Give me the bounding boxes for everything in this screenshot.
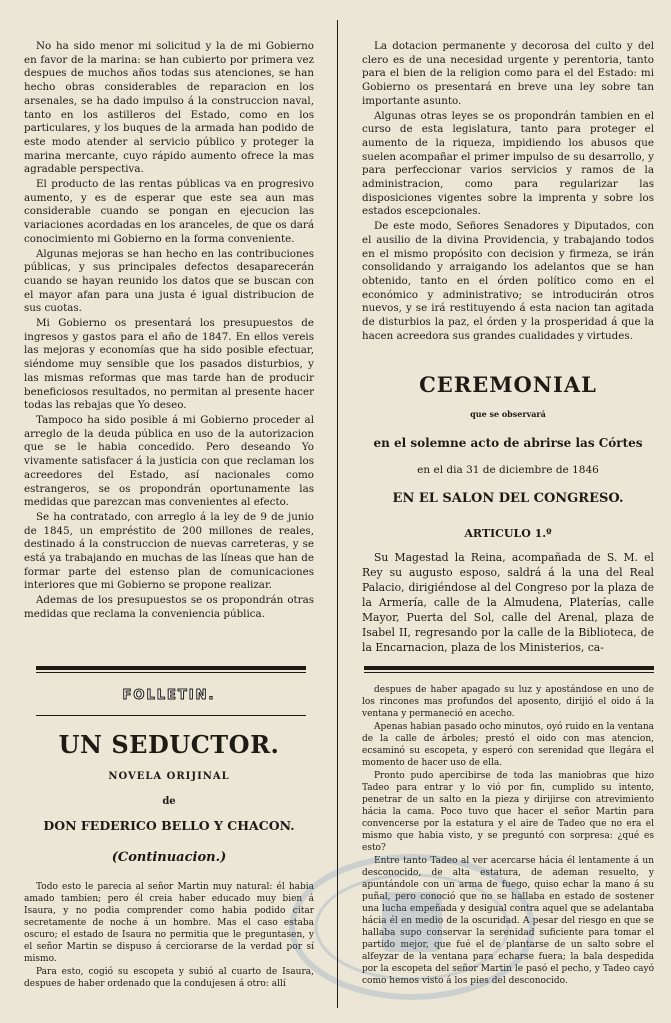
divider-rule	[36, 715, 306, 716]
paragraph: Ademas de los presupuestos se os propondrán otras medidas que reclama la conveniencia pública.	[24, 594, 314, 620]
paragraph: El producto de las rentas públicas va en progresivo aumento, y es de esperar que este sea aun mas considerable cuando se pongan en ejecucion las variaciones acordadas en los aranceles, de que os dará conocimiento mi Gobierno en la forma conveniente.	[24, 178, 314, 245]
ceremonial-body	[362, 550, 654, 656]
paragraph: Se ha contratado, con arreglo á la ley de 9 de junio de 1845, un empréstito de 200 millones de reales, destinado á la construccion de nuevas carreteras, y se está ya trabajando en muchas de las líneas que han de formar parte del estenso plan de comunicaciones interiores que mi Gobierno se propone realizar.	[24, 510, 314, 592]
ceremonial-subtitle: en el solemne acto de abrirse las Córtes	[373, 436, 643, 450]
continuation-label: (Continuacion.)	[111, 850, 227, 865]
right-column-text	[362, 40, 654, 344]
left-column-text	[24, 40, 314, 623]
divider-rule	[36, 666, 306, 670]
paragraph: Algunas mejoras se han hecho en las contribuciones públicas, y sus principales defectos desaparecerán cuando se hayan reunido los datos que se buscan con el mayor afan para una justa é igual distribucion de sus cuotas.	[24, 247, 314, 315]
paragraph: De este modo, Señores Senadores y Diputados, con el ausilio de la divina Providencia, y trabajando todos en el mismo propósito con decision y firmeza, se irán consolidando y arraigando los adelantos que se han obtenido, tanto en el órden político como en el económico y administrativo; se introducirán otros nuevos, y se irá restituyendo á esta nacion tan agitada de disturbios la paz, el órden y la prosperidad á que la hacen acreedora sus grandes cualidades y virtudes.	[362, 220, 654, 342]
novel-subtitle: NOVELA ORIJINAL	[108, 771, 230, 782]
divider-rule	[364, 666, 654, 670]
paragraph: No ha sido menor mi solicitud y la de mi Gobierno en favor de la marina: se han cubierto por primera vez despues de muchos años todas sus atenciones, se han hecho obras considerables de reparacion en los arsenales, se ha dado impulso á la construccion naval, tanto en los astilleros del Estado, como en los particulares, y los buques de la armada han podido de este modo atender al servicio público y proteger la marina mercante, cuyo rápido aumento ofrece la mas agradable perspectiva.	[24, 40, 314, 176]
paragraph: Su Magestad la Reina, acompañada de S. M. el Rey su augusto esposo, saldrá á la una del Real Palacio, dirigiéndose al del Congreso por la plaza de la Armería, calle de la Almudena, Platerías, calle Mayor, Puerta del Sol, calle del Arenal, plaza de Isabel II, regresando por la calle de la Biblioteca, de la Encarnacion, plaza de los Ministerios, ca-	[362, 551, 654, 654]
paragraph: despues de haber apagado su luz y apostándose en uno de los rincones mas profundos del aposento, dirijió el oido á la ventana y permaneció en acecho.	[362, 685, 654, 719]
paragraph: Pronto pudo apercibirse de toda las maniobras que hizo Tadeo para entrar y lo vió por fin, cumplido su intento, penetrar de un salto en la pieza y dirijirse con atrevimiento hácia la cama. Poco tuvo que hacer el señor Martin para convencerse por la estatura y el aire de Tadeo que no era el mismo que habia visto, y se preguntó con sorpresa: ¿qué es esto?	[362, 771, 654, 853]
ceremonial-date: en el dia 31 de diciembre de 1846	[417, 464, 599, 476]
paragraph: La dotacion permanente y decorosa del culto y del clero es de una necesidad urgente y perentoria, tanto para el bien de la religion como para el del Estado: mi Gobierno os presentará en breve una ley sobre tan importante asunto.	[362, 40, 654, 107]
novel-text-right	[362, 684, 654, 988]
paragraph: Algunas otras leyes se os propondrán tambien en el curso de esta legislatura, tanto para proteger el aumento de la riqueza, impidiendo los abusos que suelen acompañar el primer impulso de su desarrollo, y para perfeccionar varios servicios y ramos de la administracion, como para regularizar las disposiciones vigentes sobre la imprenta y sobre los estados escepcionales.	[362, 109, 654, 218]
ceremonial-subtitle: que se observará	[470, 409, 546, 419]
divider-rule	[36, 672, 306, 673]
column-divider	[337, 20, 338, 1008]
paragraph: Apenas habian pasado ocho minutos, oyó ruido en la ventana de la calle de árboles; prestó el oido con mas atencion, ecsaminó su escopeta, y esperó con serenidad que llegára el momento de hacer uso de ella.	[362, 722, 654, 768]
novel-text-left	[24, 881, 314, 991]
paragraph: Tampoco ha sido posible á mi Gobierno proceder al arreglo de la deuda pública en uso de la autorizacion que se le habia concedido. Pero deseando Yo vivamente satisfacer á la justicia con que reclaman los acreedores del Estado, así nacionales como estrangeros, se os propondrán oportunamente las medidas que parezcan mas convenientes al efecto.	[24, 413, 314, 509]
paragraph: Para esto, cogió su escopeta y subió al cuarto de Isaura, despues de haber ordenado que la condujesen á otro: allí	[24, 967, 314, 989]
novel-author: DON FEDERICO BELLO Y CHACON.	[43, 818, 295, 833]
article-heading: ARTICULO 1.º	[464, 527, 552, 540]
folletin-heading: FOLLETIN.	[122, 688, 216, 703]
paragraph: Mi Gobierno os presentará los presupuestos de ingresos y gastos para el año de 1847. En ellos vereis las mejoras y economías que ha sido posible efectuar, siéndome muy sensible que los pasados disturbios, y las mismas reformas que mas tarde han de producir beneficiosos resultados, no permitan al presente hacer todas las rebajas que Yo deseo.	[24, 317, 314, 412]
ceremonial-title: CEREMONIAL	[419, 372, 597, 397]
novel-title: UN SEDUCTOR.	[58, 730, 280, 759]
divider-rule	[364, 672, 654, 673]
paragraph: Todo esto le parecia al señor Martin muy natural: él habia amado tambien; pero él creia haber educado muy bien á Isaura, y no podia comprender como habia podido citar secretamente de noche á un hombre. Mas el caso estaba oscuro; el estado de Isaura no permitia que le preguntasen, y el señor Martin se dispuso á cerciorarse de la verdad por sí mismo.	[24, 882, 314, 964]
novel-by: de	[162, 796, 176, 807]
ceremonial-location: EN EL SALON DEL CONGRESO.	[392, 491, 624, 506]
paragraph: Entre tanto Tadeo al ver acercarse hácia él lentamente á un desconocido, de alta estatura, de ademan resuelto, y apuntándole con un arma de fuego, quiso echar la mano á su puñal, pero conoció que no se hallaba en estado de sostener una lucha empeñada y desigual contra aquel que se adelantaba hácia él en medio de la oscuridad. A pesar del riesgo en que se hallaba supo conservar la serenidad suficiente para tomar el partido mejor, que fué el de plantarse de un salto sobre el alfeyzar de la ventana para echarse fuera; la bala despedida por la escopeta del señor Martin le pasó el pecho, y Tadeo cayó como hemos visto á los pies del desconocido.	[362, 856, 654, 986]
